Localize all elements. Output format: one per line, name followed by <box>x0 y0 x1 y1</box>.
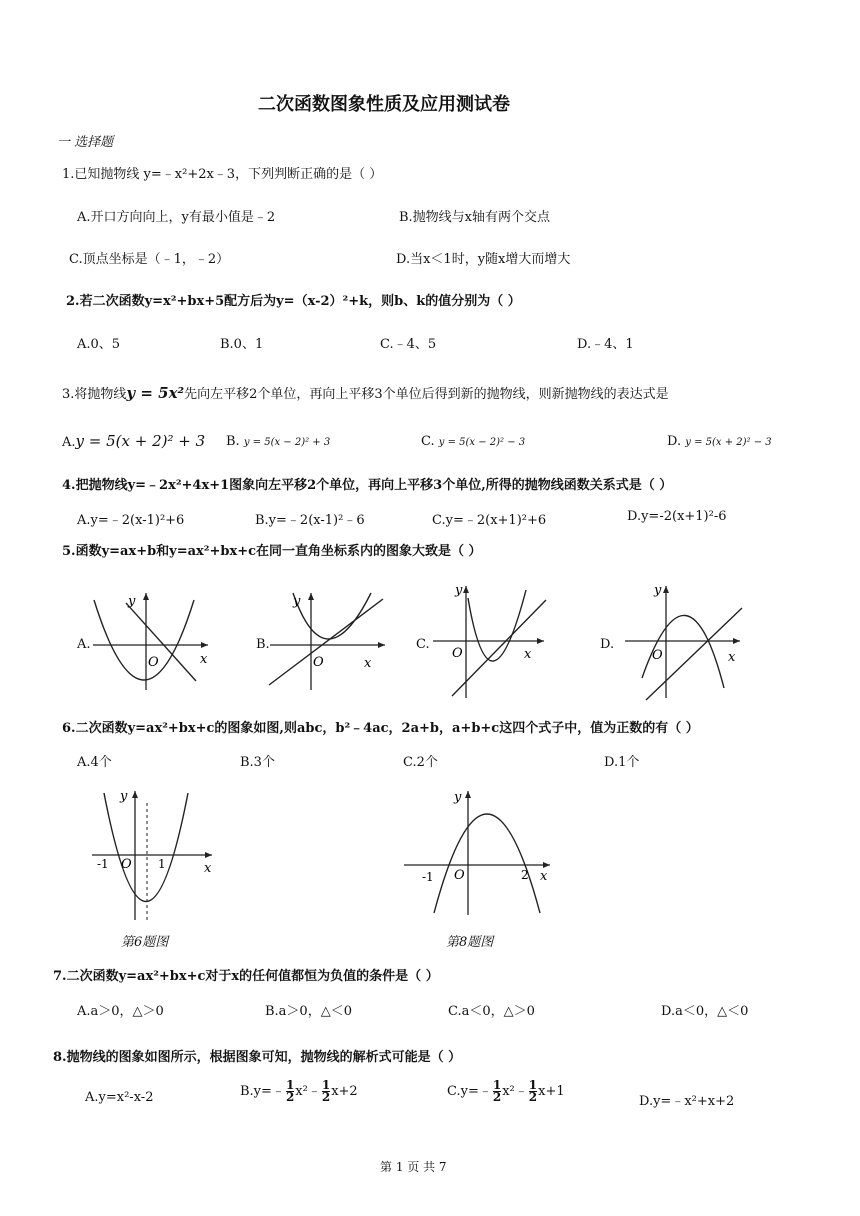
q3-option-b <box>226 434 330 449</box>
q2-option-a: A.0、5 <box>77 337 121 352</box>
q6-option-b: B.3个 <box>240 755 275 770</box>
fig6-axis-y: y <box>120 789 128 804</box>
page-footer: 第 1 页 共 7 <box>380 1160 447 1174</box>
q6-stem: 6.二次函数y=ax²+bx+c的图象如图,则abc，b²﹣4ac，2a+b，a+b+c这四个式子中，值为正数的有（ ） <box>62 721 699 736</box>
q3-d-expr: y = 5(x + 2)² − 3 <box>685 437 772 448</box>
fig6-tick-neg: -1 <box>97 857 109 871</box>
q3-option-c <box>421 434 525 449</box>
q8-b-post: x+2 <box>331 1084 358 1099</box>
q7-option-a: A.a＞0，△＞0 <box>77 1004 164 1019</box>
q3-stem-post: 先向左平移2个单位，再向上平移3个单位后得到新的抛物线，则新抛物线的表达式是 <box>184 387 669 402</box>
q8-c-frac1 <box>493 1080 501 1103</box>
q5-a-axis-x: x <box>200 652 208 667</box>
q7-stem: 7.二次函数y=ax²+bx+c对于x的任何值都恒为负值的条件是（ ） <box>53 969 439 984</box>
q8-b-frac1 <box>286 1080 294 1103</box>
q1-option-a: A.开口方向向上，y有最小值是﹣2 <box>77 210 276 225</box>
q3-stem <box>62 383 669 402</box>
q3-a-label: A. <box>62 435 76 450</box>
q8-c-pre: C.y=﹣ <box>447 1084 492 1099</box>
fig8-tick-neg: -1 <box>422 870 434 884</box>
q5-c-axis-y: y <box>455 583 463 598</box>
fig6-origin: O <box>121 857 132 872</box>
q5-d-axis-y: y <box>654 583 662 598</box>
q3-c-expr: y = 5(x − 2)² − 3 <box>438 437 526 448</box>
q3-stem-expr: y = 5x² <box>126 384 185 402</box>
q3-d-label: D. <box>667 434 682 449</box>
q6-option-c: C.2个 <box>403 755 438 770</box>
q5-d-origin: O <box>652 648 663 663</box>
fig8-tick-pos: 2 <box>521 868 529 882</box>
q1-option-d: D.当x＜1时，y随x增大而增大 <box>396 252 571 267</box>
q8-b-frac1-num: 1 <box>285 1078 295 1092</box>
q8-b-mid: x²﹣ <box>295 1084 321 1099</box>
q5-stem: 5.函数y=ax+b和y=ax²+bx+c在同一直角坐标系内的图象大致是（ ） <box>62 544 482 559</box>
q5-c-origin: O <box>452 646 463 661</box>
q3-c-label: C. <box>421 434 435 449</box>
fig8-origin: O <box>454 868 465 883</box>
q8-c-post: x+1 <box>538 1084 565 1099</box>
q3-b-expr: y = 5(x − 2)² + 3 <box>243 437 331 448</box>
fig6-axis-x: x <box>204 861 212 876</box>
q2-option-b: B.0、1 <box>220 337 264 352</box>
q8-stem: 8.抛物线的图象如图所示，根据图象可知，抛物线的解析式可能是（ ） <box>53 1050 462 1065</box>
q7-option-b: B.a＞0，△＜0 <box>265 1004 352 1019</box>
q5-graph-d <box>620 578 750 703</box>
q8-option-c <box>447 1080 565 1103</box>
q8-c-frac1-num: 1 <box>492 1078 502 1092</box>
fig8-caption: 第8题图 <box>446 935 494 950</box>
q5-label-c: C. <box>416 637 430 652</box>
q8-option-a: A.y=x²-x-2 <box>85 1090 154 1105</box>
q6-option-d: D.1个 <box>604 755 640 770</box>
fig8-axis-x: x <box>540 869 548 884</box>
fig6-caption: 第6题图 <box>121 935 169 950</box>
q5-a-axis-y: y <box>128 594 136 609</box>
q5-a-origin: O <box>148 655 159 670</box>
fig6-tick-pos: 1 <box>158 857 166 871</box>
q2-option-d: D.﹣4、1 <box>577 337 634 352</box>
q3-a-expr: y = 5(x + 2)² + 3 <box>75 432 206 450</box>
fig8-axis-y: y <box>454 790 462 805</box>
q8-c-mid: x²﹣ <box>502 1084 528 1099</box>
q3-b-label: B. <box>226 434 240 449</box>
q5-d-axis-x: x <box>728 650 736 665</box>
q5-b-axis-y: y <box>293 594 301 609</box>
q5-label-d: D. <box>600 637 615 652</box>
section-heading: 一 选择题 <box>57 135 114 150</box>
q8-b-frac2 <box>322 1080 330 1103</box>
q8-b-frac1-den: 2 <box>285 1090 295 1104</box>
q1-stem: 1.已知抛物线 y=﹣x²+2x﹣3，下列判断正确的是（ ） <box>62 167 383 182</box>
q8-option-b <box>240 1080 358 1103</box>
q8-c-frac2 <box>529 1080 537 1103</box>
q8-b-frac2-den: 2 <box>321 1090 331 1104</box>
q5-graph-b <box>265 585 395 695</box>
q5-label-b: B. <box>256 637 270 652</box>
fig6-graph <box>88 785 218 925</box>
q5-graph-a <box>88 585 218 695</box>
q8-b-frac2-num: 1 <box>321 1078 331 1092</box>
q5-b-axis-x: x <box>364 656 372 671</box>
q8-b-pre: B.y=﹣ <box>240 1084 285 1099</box>
page-title: 二次函数图象性质及应用测试卷 <box>258 94 510 115</box>
q2-stem: 2.若二次函数y=x²+bx+5配方后为y=（x-2）²+k，则b、k的值分别为（ ） <box>66 294 521 309</box>
q5-label-a: A. <box>77 637 91 652</box>
q3-option-d <box>667 434 772 449</box>
q8-c-frac2-num: 1 <box>528 1078 538 1092</box>
q7-option-d: D.a＜0，△＜0 <box>661 1004 749 1019</box>
q5-c-axis-x: x <box>524 647 532 662</box>
q5-b-origin: O <box>313 655 324 670</box>
q1-option-b: B.抛物线与x轴有两个交点 <box>399 210 551 225</box>
q4-option-d: D.y=-2(x+1)²-6 <box>627 509 727 524</box>
q5-graph-c <box>428 578 558 703</box>
q1-option-c: C.顶点坐标是（﹣1，﹣2） <box>69 252 230 267</box>
q8-option-d: D.y=﹣x²+x+2 <box>639 1094 735 1109</box>
q2-option-c: C.﹣4、5 <box>380 337 437 352</box>
q4-option-c: C.y=﹣2(x+1)²+6 <box>432 513 547 528</box>
q6-option-a: A.4个 <box>77 755 112 770</box>
q3-stem-pre: 3.将抛物线 <box>62 387 127 402</box>
q7-option-c: C.a＜0，△＞0 <box>448 1004 535 1019</box>
q3-option-a <box>62 432 205 450</box>
q4-option-b: B.y=﹣2(x-1)²﹣6 <box>255 513 365 528</box>
q4-stem: 4.把抛物线y=﹣2x²+4x+1图象向左平移2个单位，再向上平移3个单位,所得的抛物线函数关系式是（ ） <box>62 478 673 493</box>
q4-option-a: A.y=﹣2(x-1)²+6 <box>77 513 185 528</box>
fig8-graph <box>400 785 560 920</box>
q8-c-frac1-den: 2 <box>492 1090 502 1104</box>
q8-c-frac2-den: 2 <box>528 1090 538 1104</box>
